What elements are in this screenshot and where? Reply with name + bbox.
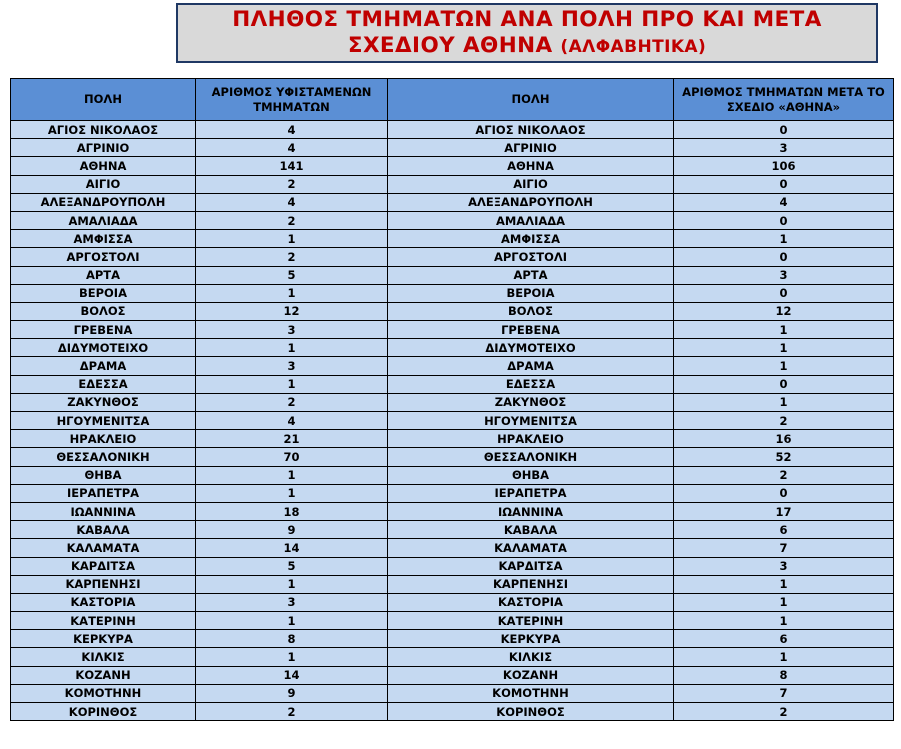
table-row [11, 175, 894, 193]
after-count-cell: 1 [674, 575, 894, 593]
city-after-cell: ΑΜΑΛΙΑΔΑ [388, 211, 674, 229]
table-row [11, 357, 894, 375]
after-count-cell: 3 [674, 557, 894, 575]
after-count-cell: 0 [674, 248, 894, 266]
before-count-cell: 3 [196, 357, 388, 375]
city-before-cell: ΘΗΒΑ [11, 466, 196, 484]
after-count-cell: 2 [674, 466, 894, 484]
before-count-cell: 1 [196, 575, 388, 593]
before-count-cell: 21 [196, 430, 388, 448]
table-header [11, 79, 894, 121]
city-before-cell: ΚΕΡΚΥΡΑ [11, 630, 196, 648]
after-count-cell: 4 [674, 193, 894, 211]
city-after-cell: ΚΟΖΑΝΗ [388, 666, 674, 684]
before-count-cell: 1 [196, 466, 388, 484]
before-count-cell: 1 [196, 284, 388, 302]
after-count-cell: 12 [674, 302, 894, 320]
city-before-cell: ΚΟΖΑΝΗ [11, 666, 196, 684]
before-count-cell: 9 [196, 684, 388, 702]
city-before-cell: ΑΓΙΟΣ ΝΙΚΟΛΑΟΣ [11, 121, 196, 139]
city-before-cell: ΒΟΛΟΣ [11, 302, 196, 320]
city-before-cell: ΙΩΑΝΝΙΝΑ [11, 502, 196, 520]
city-after-cell: ΔΡΑΜΑ [388, 357, 674, 375]
city-before-cell: ΚΟΡΙΝΘΟΣ [11, 703, 196, 721]
page-title-line2-paren: (ΑΛΦΑΒΗΤΙΚΑ) [560, 37, 707, 57]
before-count-cell: 4 [196, 193, 388, 211]
city-before-cell: ΗΡΑΚΛΕΙΟ [11, 430, 196, 448]
table-row [11, 412, 894, 430]
before-count-cell: 1 [196, 230, 388, 248]
city-after-cell: ΒΟΛΟΣ [388, 302, 674, 320]
table-row [11, 575, 894, 593]
city-before-cell: ΒΕΡΟΙΑ [11, 284, 196, 302]
after-count-cell: 2 [674, 412, 894, 430]
table-row [11, 466, 894, 484]
city-before-cell: ΓΡΕΒΕΝΑ [11, 321, 196, 339]
table-row [11, 248, 894, 266]
table-row [11, 266, 894, 284]
before-count-cell: 1 [196, 648, 388, 666]
before-count-cell: 2 [196, 248, 388, 266]
after-count-cell: 0 [674, 284, 894, 302]
after-count-cell: 52 [674, 448, 894, 466]
city-after-cell: ΙΕΡΑΠΕΤΡΑ [388, 484, 674, 502]
before-count-cell: 141 [196, 157, 388, 175]
after-count-cell: 1 [674, 230, 894, 248]
city-before-cell: ΑΓΡΙΝΙΟ [11, 139, 196, 157]
after-count-cell: 1 [674, 612, 894, 630]
before-count-cell: 1 [196, 612, 388, 630]
city-after-cell: ΚΑΡΔΙΤΣΑ [388, 557, 674, 575]
after-count-cell: 6 [674, 521, 894, 539]
city-after-cell: ΒΕΡΟΙΑ [388, 284, 674, 302]
city-before-cell: ΕΔΕΣΣΑ [11, 375, 196, 393]
page-title-line2-main: ΣΧΕΔΙΟΥ ΑΘΗΝΑ [347, 33, 561, 58]
before-count-cell: 3 [196, 321, 388, 339]
table-row [11, 339, 894, 357]
before-count-cell: 70 [196, 448, 388, 466]
departments-table [10, 78, 894, 721]
column-header-city-after: ΠΟΛΗ [388, 79, 674, 121]
table-row [11, 193, 894, 211]
before-count-cell: 3 [196, 593, 388, 611]
city-before-cell: ΑΛΕΞΑΝΔΡΟΥΠΟΛΗ [11, 193, 196, 211]
city-after-cell: ΑΛΕΞΑΝΔΡΟΥΠΟΛΗ [388, 193, 674, 211]
before-count-cell: 5 [196, 557, 388, 575]
city-after-cell: ΗΓΟΥΜΕΝΙΤΣΑ [388, 412, 674, 430]
table-row [11, 321, 894, 339]
before-count-cell: 2 [196, 393, 388, 411]
city-after-cell: ΑΡΓΟΣΤΟΛΙ [388, 248, 674, 266]
city-before-cell: ΔΙΔΥΜΟΤΕΙΧΟ [11, 339, 196, 357]
city-before-cell: ΚΑΡΔΙΤΣΑ [11, 557, 196, 575]
city-after-cell: ΑΓΡΙΝΙΟ [388, 139, 674, 157]
city-before-cell: ΚΑΤΕΡΙΝΗ [11, 612, 196, 630]
city-after-cell: ΘΗΒΑ [388, 466, 674, 484]
city-before-cell: ΑΜΦΙΣΣΑ [11, 230, 196, 248]
before-count-cell: 12 [196, 302, 388, 320]
before-count-cell: 1 [196, 375, 388, 393]
after-count-cell: 0 [674, 484, 894, 502]
before-count-cell: 14 [196, 666, 388, 684]
after-count-cell: 7 [674, 684, 894, 702]
after-count-cell: 1 [674, 648, 894, 666]
table-row [11, 684, 894, 702]
city-before-cell: ΘΕΣΣΑΛΟΝΙΚΗ [11, 448, 196, 466]
after-count-cell: 1 [674, 339, 894, 357]
before-count-cell: 8 [196, 630, 388, 648]
after-count-cell: 1 [674, 357, 894, 375]
after-count-cell: 2 [674, 703, 894, 721]
title-box [176, 3, 878, 63]
before-count-cell: 18 [196, 502, 388, 520]
city-before-cell: ΚΑΒΑΛΑ [11, 521, 196, 539]
before-count-cell: 4 [196, 412, 388, 430]
city-after-cell: ΚΙΛΚΙΣ [388, 648, 674, 666]
after-count-cell: 16 [674, 430, 894, 448]
city-before-cell: ΚΑΡΠΕΝΗΣΙ [11, 575, 196, 593]
city-after-cell: ΚΑΤΕΡΙΝΗ [388, 612, 674, 630]
after-count-cell: 17 [674, 502, 894, 520]
city-before-cell: ΑΘΗΝΑ [11, 157, 196, 175]
after-count-cell: 1 [674, 393, 894, 411]
table-row [11, 230, 894, 248]
city-before-cell: ΚΟΜΟΤΗΝΗ [11, 684, 196, 702]
after-count-cell: 7 [674, 539, 894, 557]
after-count-cell: 1 [674, 321, 894, 339]
city-before-cell: ΑΙΓΙΟ [11, 175, 196, 193]
city-after-cell: ΚΟΡΙΝΘΟΣ [388, 703, 674, 721]
city-after-cell: ΑΙΓΙΟ [388, 175, 674, 193]
city-after-cell: ΖΑΚΥΝΘΟΣ [388, 393, 674, 411]
city-before-cell: ΚΑΣΤΟΡΙΑ [11, 593, 196, 611]
after-count-cell: 106 [674, 157, 894, 175]
table-row [11, 666, 894, 684]
before-count-cell: 2 [196, 703, 388, 721]
table-row [11, 484, 894, 502]
city-after-cell: ΚΟΜΟΤΗΝΗ [388, 684, 674, 702]
after-count-cell: 8 [674, 666, 894, 684]
before-count-cell: 5 [196, 266, 388, 284]
after-count-cell: 6 [674, 630, 894, 648]
table-row [11, 375, 894, 393]
city-after-cell: ΚΑΛΑΜΑΤΑ [388, 539, 674, 557]
table-row [11, 139, 894, 157]
page-title-line1: ΠΛΗΘΟΣ ΤΜΗΜΑΤΩΝ ΑΝΑ ΠΟΛΗ ΠΡΟ ΚΑΙ ΜΕΤΑ [232, 6, 822, 32]
table-row [11, 630, 894, 648]
table-row [11, 211, 894, 229]
after-count-cell: 1 [674, 593, 894, 611]
table-row [11, 557, 894, 575]
table-row [11, 703, 894, 721]
city-after-cell: ΓΡΕΒΕΝΑ [388, 321, 674, 339]
table-row [11, 593, 894, 611]
page-title-line2 [348, 33, 706, 59]
city-before-cell: ΚΙΛΚΙΣ [11, 648, 196, 666]
table-row [11, 157, 894, 175]
after-count-cell: 0 [674, 211, 894, 229]
before-count-cell: 4 [196, 121, 388, 139]
city-after-cell: ΑΘΗΝΑ [388, 157, 674, 175]
table-row [11, 448, 894, 466]
table-row [11, 502, 894, 520]
table-row [11, 521, 894, 539]
table-row [11, 430, 894, 448]
after-count-cell: 0 [674, 121, 894, 139]
before-count-cell: 9 [196, 521, 388, 539]
table-body [11, 121, 894, 721]
before-count-cell: 14 [196, 539, 388, 557]
city-before-cell: ΖΑΚΥΝΘΟΣ [11, 393, 196, 411]
city-before-cell: ΙΕΡΑΠΕΤΡΑ [11, 484, 196, 502]
before-count-cell: 2 [196, 211, 388, 229]
city-after-cell: ΑΓΙΟΣ ΝΙΚΟΛΑΟΣ [388, 121, 674, 139]
city-before-cell: ΗΓΟΥΜΕΝΙΤΣΑ [11, 412, 196, 430]
before-count-cell: 1 [196, 484, 388, 502]
city-before-cell: ΔΡΑΜΑ [11, 357, 196, 375]
header-row [11, 79, 894, 121]
city-after-cell: ΗΡΑΚΛΕΙΟ [388, 430, 674, 448]
column-header-city-before: ΠΟΛΗ [11, 79, 196, 121]
before-count-cell: 4 [196, 139, 388, 157]
table-row [11, 612, 894, 630]
city-after-cell: ΙΩΑΝΝΙΝΑ [388, 502, 674, 520]
city-before-cell: ΑΡΤΑ [11, 266, 196, 284]
table-row [11, 302, 894, 320]
city-after-cell: ΔΙΔΥΜΟΤΕΙΧΟ [388, 339, 674, 357]
city-after-cell: ΑΜΦΙΣΣΑ [388, 230, 674, 248]
after-count-cell: 0 [674, 375, 894, 393]
after-count-cell: 3 [674, 266, 894, 284]
before-count-cell: 1 [196, 339, 388, 357]
city-after-cell: ΕΔΕΣΣΑ [388, 375, 674, 393]
table-row [11, 393, 894, 411]
after-count-cell: 0 [674, 175, 894, 193]
city-after-cell: ΑΡΤΑ [388, 266, 674, 284]
table-row [11, 284, 894, 302]
column-header-after-count: ΑΡΙΘΜΟΣ ΤΜΗΜΑΤΩΝ ΜΕΤΑ ΤΟ ΣΧΕΔΙΟ «ΑΘΗΝΑ» [674, 79, 894, 121]
city-after-cell: ΚΑΒΑΛΑ [388, 521, 674, 539]
city-before-cell: ΑΡΓΟΣΤΟΛΙ [11, 248, 196, 266]
city-before-cell: ΑΜΑΛΙΑΔΑ [11, 211, 196, 229]
before-count-cell: 2 [196, 175, 388, 193]
table-row [11, 648, 894, 666]
column-header-existing-count: ΑΡΙΘΜΟΣ ΥΦΙΣΤΑΜΕΝΩΝ ΤΜΗΜΑΤΩΝ [196, 79, 388, 121]
city-after-cell: ΚΑΡΠΕΝΗΣΙ [388, 575, 674, 593]
city-before-cell: ΚΑΛΑΜΑΤΑ [11, 539, 196, 557]
city-after-cell: ΚΑΣΤΟΡΙΑ [388, 593, 674, 611]
city-after-cell: ΘΕΣΣΑΛΟΝΙΚΗ [388, 448, 674, 466]
table-row [11, 121, 894, 139]
after-count-cell: 3 [674, 139, 894, 157]
table-row [11, 539, 894, 557]
city-after-cell: ΚΕΡΚΥΡΑ [388, 630, 674, 648]
